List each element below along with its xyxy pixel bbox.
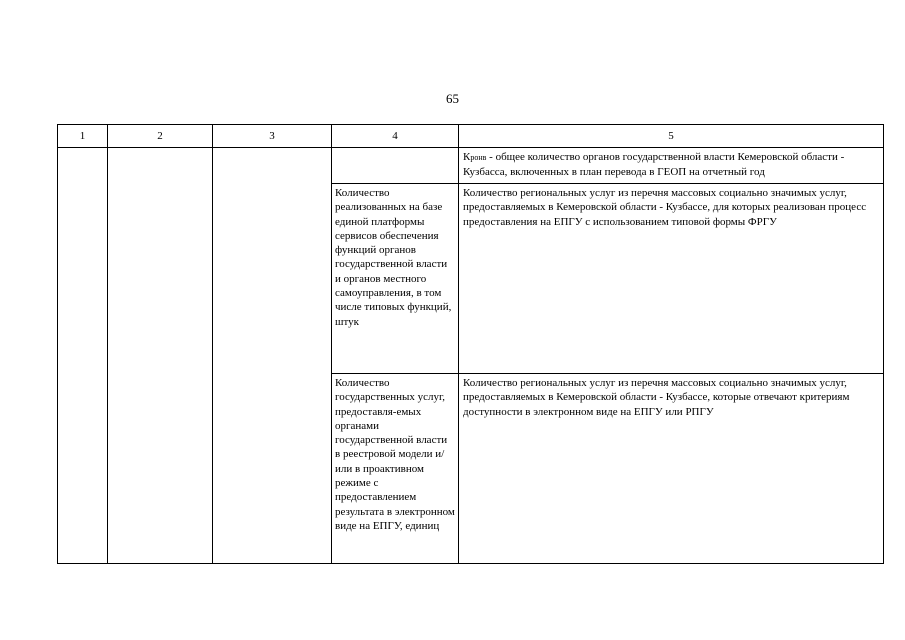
cell-indicator-description: Количество региональных услуг из перечня массовых социально значимых услуг, предоставляемых в Кемеровской области - Кузбассе, для которых реализован процесс предоставления на ЕПГУ с использованием типовой формы ФРГУ	[459, 184, 884, 374]
cell-indicator-name: Количество реализованных на базе единой платформы сервисов обеспечения функций органов государственной власти и органов местного самоуправления, в том числе типовых функций, штук	[332, 184, 459, 374]
indicator-table	[57, 124, 884, 564]
cell-col-2	[108, 148, 213, 564]
header-col-2: 2	[108, 125, 213, 148]
header-col-1: 1	[58, 125, 108, 148]
header-col-3: 3	[213, 125, 332, 148]
cell-col-1	[58, 148, 108, 564]
header-col-5: 5	[459, 125, 884, 148]
cell-col-3	[213, 148, 332, 564]
formula-symbol: К	[463, 151, 471, 163]
table-row	[58, 148, 884, 184]
header-col-4: 4	[332, 125, 459, 148]
cell-indicator-name: Количество государственных услуг, предоставля-емых органами государственной власти в реестровой модели и/или в проактивном режиме с предоставлением результата в электронном виде на ЕПГУ, единиц	[332, 374, 459, 564]
cell-indicator-description	[459, 148, 884, 184]
formula-symbol-subscript: ронв	[470, 153, 487, 162]
cell-indicator-description: Количество региональных услуг из перечня массовых социально значимых услуг, предоставляемых в Кемеровской области - Кузбассе, которые отвечают критериям доступности в электронном виде на ЕПГУ или РПГУ	[459, 374, 884, 564]
page-number: 65	[446, 91, 459, 106]
cell-indicator-name	[332, 148, 459, 184]
table-header-row	[58, 125, 884, 148]
formula-description: - общее количество органов государственной власти Кемеровской области - Кузбасса, включенных в план перевода в ГЕОП на отчетный год	[463, 151, 845, 179]
